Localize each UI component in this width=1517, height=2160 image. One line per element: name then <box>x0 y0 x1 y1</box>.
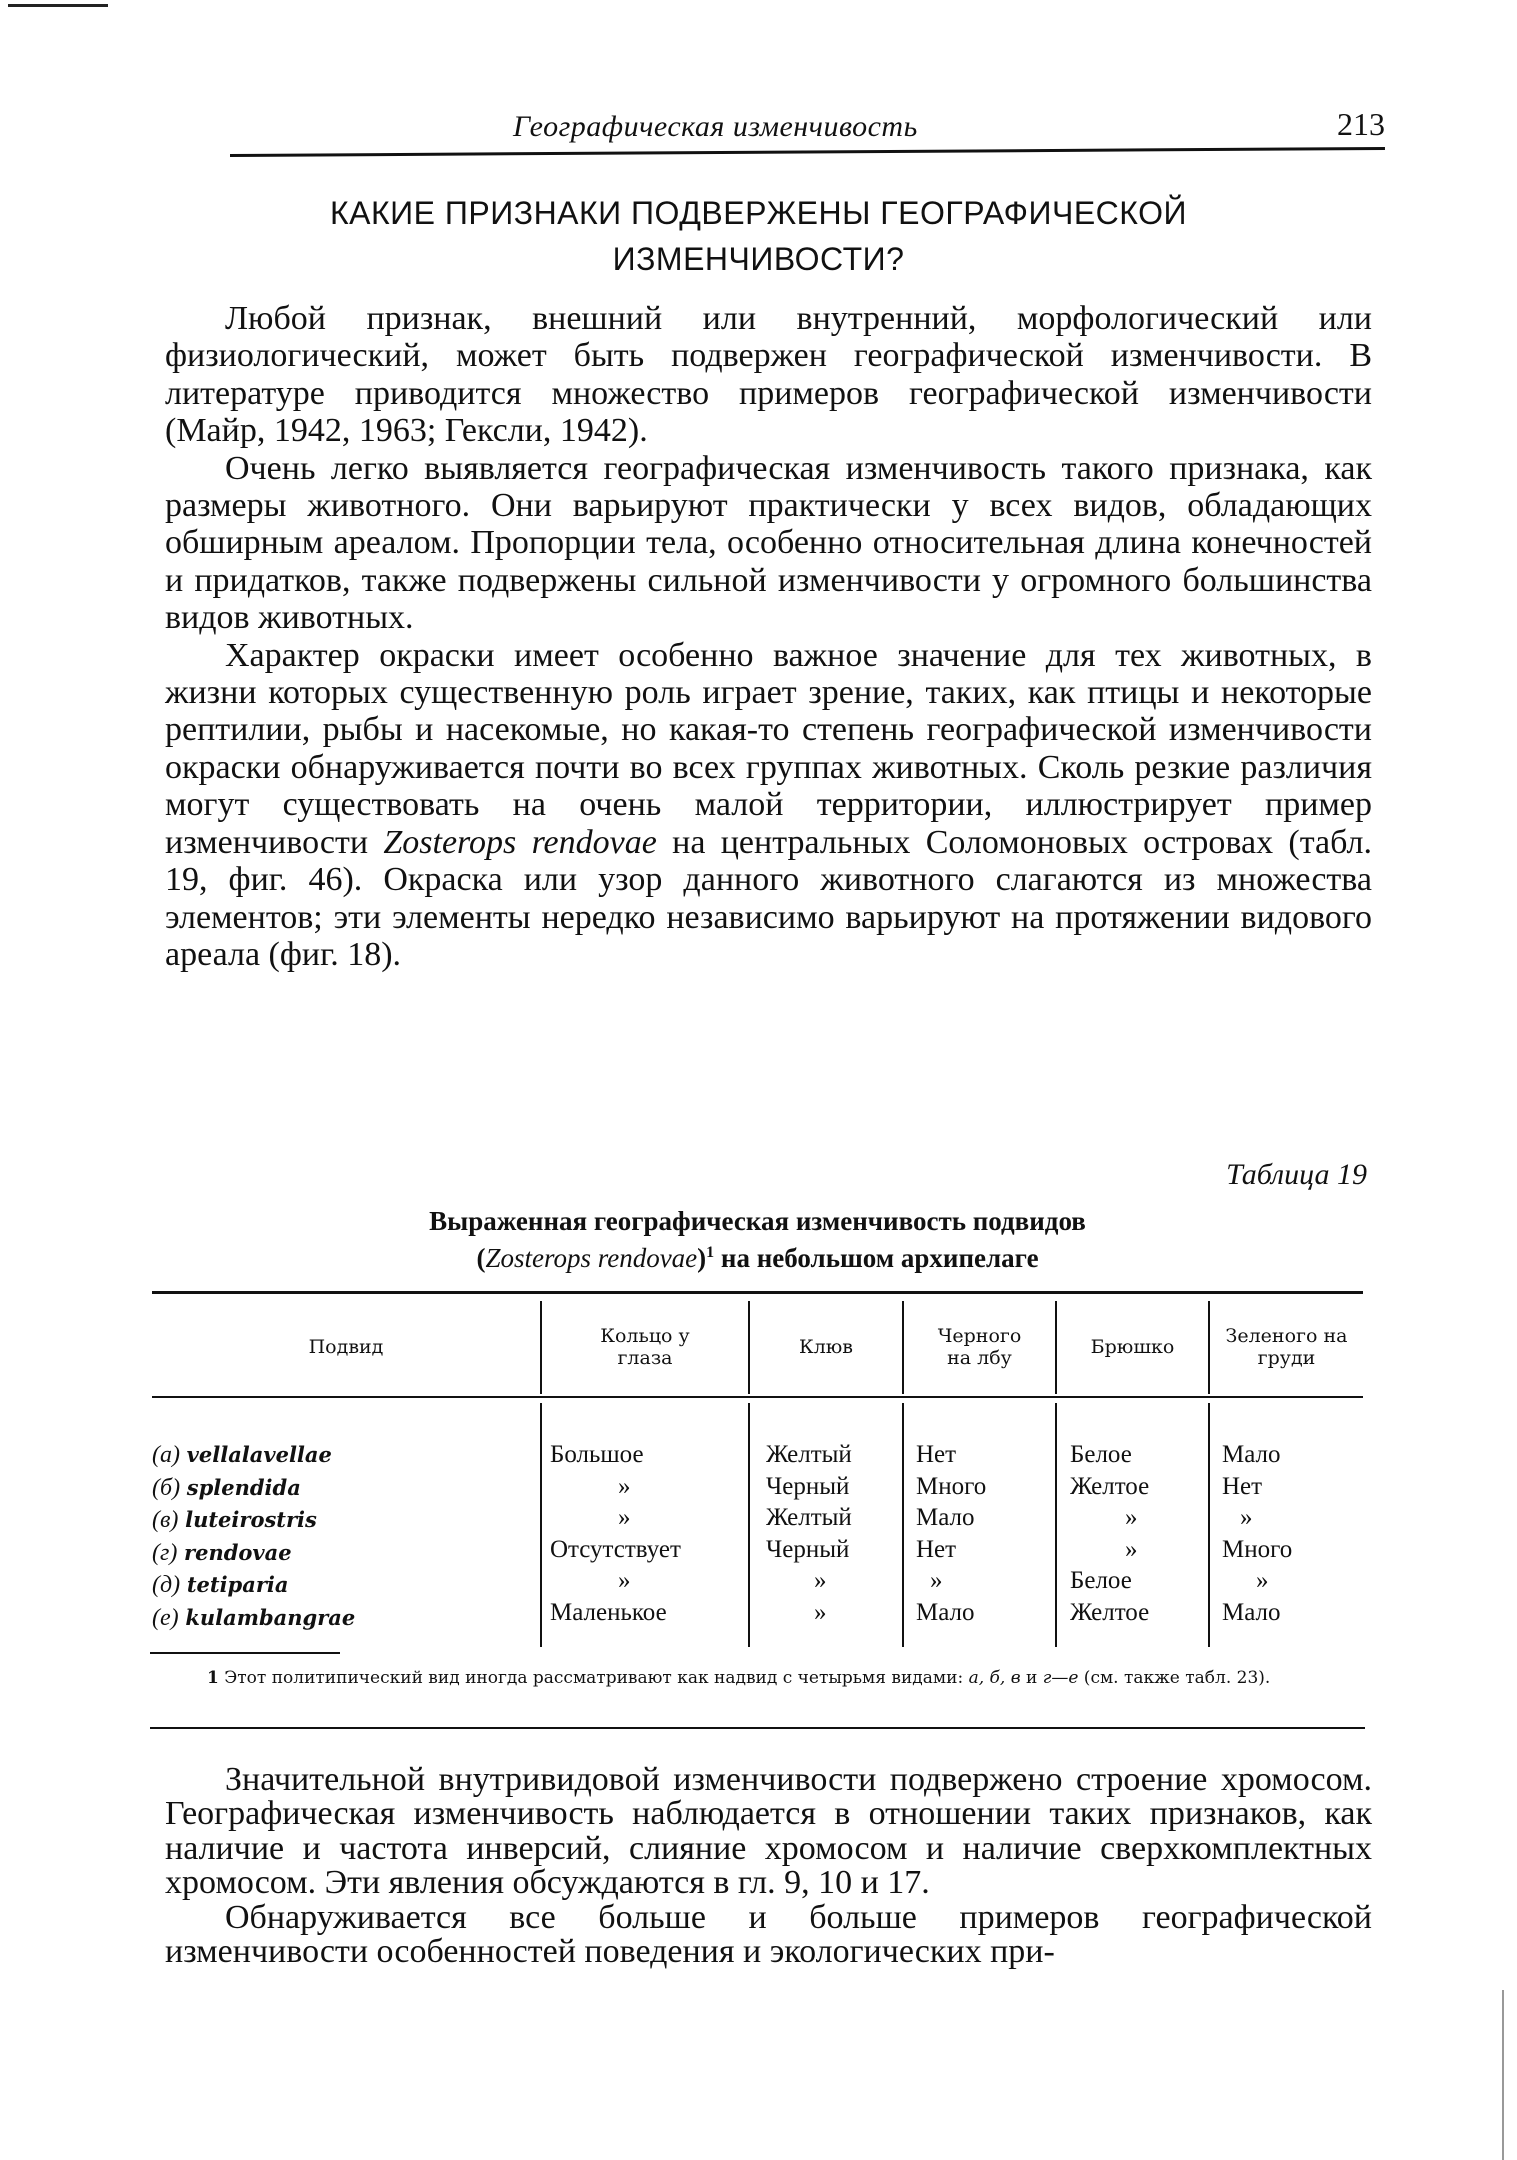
table-cell: Белое <box>1070 1441 1132 1468</box>
table-cell: Большое <box>550 1441 644 1468</box>
paragraph-4: Значительной внутривидовой изменчивости подвержено строение хромосом. Географическая изменчивость наблюдается в отношении таких признаков, как наличие и частота инверсий, слияние хромосом и наличие сверхкомплектных хромосом. Эти явления обсуждаются в гл. 9, 10 и 17. <box>165 1761 1372 1902</box>
table-cell: Мало <box>916 1598 975 1626</box>
table-cell: » <box>930 1567 943 1594</box>
column-divider <box>540 1403 542 1647</box>
table-cell: Нет <box>916 1535 957 1563</box>
table-cell: Черный <box>766 1535 850 1563</box>
body-text-lower <box>165 1763 1372 1969</box>
table-cell: » <box>1256 1567 1269 1594</box>
table-cell: Нет <box>916 1441 957 1468</box>
table-row-subspecies: (г) rendovae <box>152 1539 292 1566</box>
column-divider <box>1208 1403 1210 1647</box>
species-name: Zosterops rendovae <box>383 823 657 861</box>
section-heading-line-2: ИЗМЕНЧИВОСТИ? <box>612 241 905 277</box>
forehead-black-column <box>916 1439 986 1628</box>
table-cell: Маленькое <box>550 1598 667 1626</box>
table-cell: Мало <box>916 1504 975 1531</box>
table-cell: Черный <box>766 1472 850 1500</box>
table-top-rule <box>152 1291 1363 1294</box>
breast-green-column <box>1222 1439 1292 1628</box>
table-label: Таблица 19 <box>1226 1158 1367 1191</box>
table-cell: » <box>618 1472 631 1500</box>
table-cell: Нет <box>1222 1472 1263 1500</box>
section-heading <box>200 190 1317 282</box>
paragraph-3 <box>165 637 1372 974</box>
table-cell: Много <box>1222 1535 1293 1563</box>
section-heading-line-1: КАКИЕ ПРИЗНАКИ ПОДВЕРЖЕНЫ ГЕОГРАФИЧЕСКОЙ <box>330 195 1187 231</box>
scan-artifact-mark <box>8 4 108 7</box>
header-rule <box>230 147 1385 157</box>
subspecies-column <box>152 1439 355 1634</box>
footnote-species-list: а, б, в <box>968 1668 1021 1688</box>
page-number: 213 <box>1337 106 1385 142</box>
footnote-separator <box>150 1652 340 1654</box>
table-footnote: 1 Этот политипический вид иногда рассматривают как надвид с четырьмя видами: а, б, в и г—е (см. также табл. 23). <box>207 1668 1271 1688</box>
subspecies-table <box>152 1291 1363 1651</box>
table-cell: » <box>1125 1535 1138 1563</box>
table-row-subspecies: (б) splendida <box>152 1474 301 1501</box>
running-title: Географическая изменчивость <box>513 110 918 143</box>
table-cell: Мало <box>1222 1441 1281 1468</box>
table-row-subspecies: (а) vellalavellae <box>152 1442 332 1468</box>
running-head <box>230 106 1385 154</box>
table-cell: » <box>1240 1504 1253 1531</box>
footnote-species-range: г—е <box>1042 1668 1079 1688</box>
bill-column <box>766 1439 852 1628</box>
column-divider <box>1055 1403 1057 1647</box>
table-row-subspecies: (д) tetiparia <box>152 1572 289 1598</box>
footnote-number: 1 <box>207 1668 219 1688</box>
table-row-subspecies: (в) luteirostris <box>152 1507 317 1533</box>
table-cell: » <box>814 1598 827 1626</box>
table-cell: » <box>814 1567 827 1594</box>
eye-ring-column <box>550 1439 681 1628</box>
table-caption-line-1: Выраженная географическая изменчивость подвидов <box>429 1206 1086 1236</box>
table-cell: » <box>1125 1504 1138 1531</box>
paragraph-2: Очень легко выявляется географическая изменчивость такого признака, как размеры животного. Они варьируют практически у всех видов, обладающих обширным ареалом. Пропорции тела, особенно относительная длина конечностей и придатков, также подвержены сильной изменчивости у огромного большинства видов животных. <box>165 449 1372 637</box>
table-cell: » <box>618 1504 631 1531</box>
paragraph-1: Любой признак, внешний или внутренний, морфологический или физиологический, может быть подвержен географической изменчивости. В литературе приводится множество примеров географической изменчивости (Майр, 1942, 1963; Гексли, 1942). <box>165 300 1372 450</box>
caption-species-name: Zosterops rendovae <box>485 1243 698 1273</box>
table-row-subspecies: (е) kulambangrae <box>152 1604 356 1631</box>
table-cell: Желтый <box>766 1504 852 1531</box>
scan-edge-mark <box>1502 1990 1504 2160</box>
table-cell: Много <box>916 1472 987 1500</box>
paragraph-3-text-b: на центральных Соломоновых островах (табл. 19, фиг. 46). Окраска или узор данного животного слагаются из множества элементов; эти элементы нередко независимо варьируют на протяжении видового ареала (фиг. 18). <box>165 823 1372 973</box>
table-cell: Отсутствует <box>550 1535 681 1563</box>
column-header-bill: Клюв <box>798 1336 853 1358</box>
footnote-marker: 1 <box>706 1244 715 1261</box>
column-header-forehead-black: Черного на лбу <box>937 1325 1022 1369</box>
body-text-upper <box>165 300 1372 973</box>
belly-column <box>1070 1439 1149 1628</box>
column-header-breast-green: Зеленого на груди <box>1225 1325 1348 1369</box>
table-header-rule <box>152 1396 1363 1398</box>
paragraph-5: Обнаруживается все больше и больше примеров географической изменчивости особенностей поведения и экологических при- <box>165 1898 1372 1971</box>
table-caption <box>152 1205 1363 1274</box>
column-header-belly: Брюшко <box>1090 1336 1175 1358</box>
table-cell: Белое <box>1070 1567 1132 1594</box>
table-cell: Желтое <box>1070 1598 1150 1626</box>
column-header-eye-ring: Кольцо у глаза <box>600 1325 690 1369</box>
table-cell: Желтый <box>766 1441 852 1468</box>
column-divider <box>902 1403 904 1647</box>
column-header-subspecies: Подвид <box>308 1336 384 1358</box>
table-bottom-rule <box>150 1727 1365 1729</box>
column-divider <box>748 1403 750 1647</box>
paragraph-3-text-a: Характер окраски имеет особенно важное значение для тех животных, в жизни которых существенную роль играет зрение, таких, как птицы и некоторые рептилии, рыбы и насекомые, но какая-то степень географической изменчивости окраски обнаруживается почти во всех группах животных. Сколь резкие различия могут существовать на очень малой территории, иллюстрирует пример изменчивости <box>165 636 1372 861</box>
table-caption-line-2: (Zosterops rendovae)$^1$ на небольшом архипелаге <box>476 1243 1039 1273</box>
table-cell: » <box>618 1567 631 1594</box>
caption-rest: на небольшом архипелаге <box>714 1243 1039 1273</box>
table-cell: Желтое <box>1070 1472 1150 1500</box>
table-cell: Мало <box>1222 1598 1281 1626</box>
